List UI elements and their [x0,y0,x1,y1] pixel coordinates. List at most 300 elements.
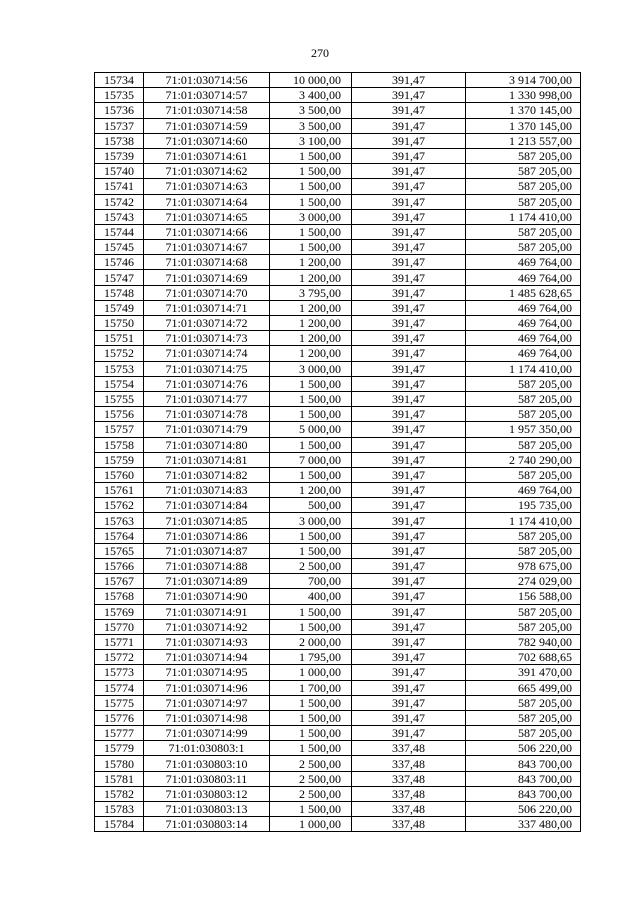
cost-cell: 782 940,00 [466,634,581,649]
row-number-cell: 15736 [95,103,144,118]
table-row [95,574,581,589]
row-number-cell: 15774 [95,680,144,695]
rate-cell: 391,47 [352,285,466,300]
rate-cell: 391,47 [352,726,466,741]
rate-cell: 391,47 [352,133,466,148]
rate-cell: 391,47 [352,209,466,224]
rate-cell: 391,47 [352,604,466,619]
table-row [95,300,581,315]
rate-cell: 391,47 [352,589,466,604]
cadastral-number-cell: 71:01:030714:79 [144,422,270,437]
row-number-cell: 15781 [95,771,144,786]
area-cell: 7 000,00 [270,452,352,467]
table-row [95,118,581,133]
cost-cell: 1 330 998,00 [466,88,581,103]
table-row [95,665,581,680]
row-number-cell: 15748 [95,285,144,300]
cost-cell: 195 735,00 [466,498,581,513]
area-cell: 1 700,00 [270,680,352,695]
rate-cell: 337,48 [352,802,466,817]
area-cell: 1 500,00 [270,407,352,422]
table-row [95,604,581,619]
cadastral-number-cell: 71:01:030714:67 [144,240,270,255]
cadastral-number-cell: 71:01:030714:73 [144,331,270,346]
cost-cell: 587 205,00 [466,148,581,163]
cost-cell: 587 205,00 [466,407,581,422]
table-row [95,240,581,255]
cadastral-number-cell: 71:01:030714:70 [144,285,270,300]
row-number-cell: 15768 [95,589,144,604]
cost-cell: 469 764,00 [466,483,581,498]
area-cell: 2 500,00 [270,756,352,771]
cadastral-number-cell: 71:01:030714:95 [144,665,270,680]
cost-cell: 978 675,00 [466,559,581,574]
area-cell: 1 500,00 [270,726,352,741]
table-row [95,756,581,771]
rate-cell: 391,47 [352,619,466,634]
row-number-cell: 15772 [95,650,144,665]
table-row [95,559,581,574]
cadastral-number-cell: 71:01:030714:88 [144,559,270,574]
rate-cell: 391,47 [352,164,466,179]
cadastral-number-cell: 71:01:030803:14 [144,817,270,832]
area-cell: 1 500,00 [270,164,352,179]
area-cell: 1 200,00 [270,255,352,270]
rate-cell: 391,47 [352,574,466,589]
row-number-cell: 15760 [95,467,144,482]
cadastral-number-cell: 71:01:030714:59 [144,118,270,133]
table-row [95,619,581,634]
rate-cell: 391,47 [352,179,466,194]
row-number-cell: 15738 [95,133,144,148]
cost-cell: 587 205,00 [466,695,581,710]
cadastral-number-cell: 71:01:030803:11 [144,771,270,786]
rate-cell: 391,47 [352,650,466,665]
cost-cell: 587 205,00 [466,391,581,406]
rate-cell: 391,47 [352,513,466,528]
row-number-cell: 15740 [95,164,144,179]
area-cell: 1 500,00 [270,224,352,239]
cost-cell: 843 700,00 [466,786,581,801]
table-row [95,528,581,543]
cost-cell: 1 370 145,00 [466,118,581,133]
rate-cell: 391,47 [352,391,466,406]
rate-cell: 391,47 [352,240,466,255]
row-number-cell: 15755 [95,391,144,406]
area-cell: 1 500,00 [270,240,352,255]
row-number-cell: 15741 [95,179,144,194]
table-row [95,710,581,725]
cost-cell: 469 764,00 [466,270,581,285]
table-row [95,650,581,665]
area-cell: 1 500,00 [270,391,352,406]
cost-cell: 587 205,00 [466,528,581,543]
area-cell: 3 500,00 [270,118,352,133]
cost-cell: 587 205,00 [466,437,581,452]
rate-cell: 391,47 [352,148,466,163]
row-number-cell: 15780 [95,756,144,771]
row-number-cell: 15761 [95,483,144,498]
area-cell: 1 500,00 [270,619,352,634]
table-row [95,422,581,437]
cost-cell: 843 700,00 [466,756,581,771]
cadastral-number-cell: 71:01:030714:99 [144,726,270,741]
area-cell: 1 500,00 [270,437,352,452]
table-row [95,680,581,695]
table-row [95,346,581,361]
cadastral-number-cell: 71:01:030714:69 [144,270,270,285]
cost-cell: 274 029,00 [466,574,581,589]
area-cell: 3 000,00 [270,513,352,528]
cost-cell: 469 764,00 [466,300,581,315]
cost-cell: 156 588,00 [466,589,581,604]
row-number-cell: 15771 [95,634,144,649]
rate-cell: 391,47 [352,483,466,498]
cadastral-number-cell: 71:01:030714:68 [144,255,270,270]
cost-cell: 1 370 145,00 [466,103,581,118]
area-cell: 3 100,00 [270,133,352,148]
table-row [95,741,581,756]
table-row [95,331,581,346]
cost-cell: 587 205,00 [466,194,581,209]
cadastral-number-cell: 71:01:030714:71 [144,300,270,315]
cadastral-number-cell: 71:01:030714:61 [144,148,270,163]
table-row [95,194,581,209]
cadastral-number-cell: 71:01:030714:93 [144,634,270,649]
rate-cell: 337,48 [352,741,466,756]
area-cell: 3 500,00 [270,103,352,118]
table-row [95,786,581,801]
row-number-cell: 15744 [95,224,144,239]
table-row [95,270,581,285]
cadastral-number-cell: 71:01:030714:63 [144,179,270,194]
cadastral-number-cell: 71:01:030714:58 [144,103,270,118]
cost-cell: 587 205,00 [466,240,581,255]
rate-cell: 391,47 [352,331,466,346]
cadastral-number-cell: 71:01:030714:60 [144,133,270,148]
table-row [95,802,581,817]
row-number-cell: 15735 [95,88,144,103]
table-row [95,73,581,88]
rate-cell: 391,47 [352,118,466,133]
table-row [95,695,581,710]
row-number-cell: 15753 [95,361,144,376]
cadastral-number-cell: 71:01:030803:1 [144,741,270,756]
cadastral-number-cell: 71:01:030714:87 [144,543,270,558]
row-number-cell: 15776 [95,710,144,725]
table-row [95,467,581,482]
rate-cell: 391,47 [352,437,466,452]
area-cell: 1 500,00 [270,802,352,817]
table-row [95,285,581,300]
table-row [95,164,581,179]
rate-cell: 391,47 [352,559,466,574]
table-row [95,209,581,224]
cost-cell: 587 205,00 [466,179,581,194]
area-cell: 1 500,00 [270,194,352,209]
rate-cell: 391,47 [352,361,466,376]
row-number-cell: 15777 [95,726,144,741]
cadastral-number-cell: 71:01:030714:90 [144,589,270,604]
row-number-cell: 15775 [95,695,144,710]
rate-cell: 391,47 [352,680,466,695]
row-number-cell: 15757 [95,422,144,437]
area-cell: 1 000,00 [270,817,352,832]
row-number-cell: 15767 [95,574,144,589]
row-number-cell: 15745 [95,240,144,255]
table-row [95,543,581,558]
cost-cell: 469 764,00 [466,316,581,331]
cost-cell: 665 499,00 [466,680,581,695]
cost-cell: 587 205,00 [466,467,581,482]
cost-cell: 469 764,00 [466,331,581,346]
rate-cell: 391,47 [352,194,466,209]
area-cell: 1 500,00 [270,710,352,725]
row-number-cell: 15747 [95,270,144,285]
area-cell: 1 200,00 [270,331,352,346]
cost-cell: 702 688,65 [466,650,581,665]
area-cell: 1 200,00 [270,316,352,331]
cadastral-number-cell: 71:01:030714:65 [144,209,270,224]
area-cell: 2 500,00 [270,559,352,574]
area-cell: 5 000,00 [270,422,352,437]
cadastral-number-cell: 71:01:030714:84 [144,498,270,513]
cadastral-number-cell: 71:01:030714:77 [144,391,270,406]
area-cell: 1 500,00 [270,148,352,163]
cadastral-number-cell: 71:01:030714:64 [144,194,270,209]
row-number-cell: 15766 [95,559,144,574]
table-row [95,148,581,163]
row-number-cell: 15756 [95,407,144,422]
cadastral-number-cell: 71:01:030714:94 [144,650,270,665]
cadastral-number-cell: 71:01:030714:76 [144,376,270,391]
row-number-cell: 15750 [95,316,144,331]
table-row [95,88,581,103]
area-cell: 700,00 [270,574,352,589]
rate-cell: 337,48 [352,771,466,786]
rate-cell: 391,47 [352,300,466,315]
cadastral-number-cell: 71:01:030714:72 [144,316,270,331]
cadastral-number-cell: 71:01:030714:83 [144,483,270,498]
cost-cell: 506 220,00 [466,741,581,756]
area-cell: 1 000,00 [270,665,352,680]
table-row [95,817,581,832]
area-cell: 3 000,00 [270,209,352,224]
table-row [95,513,581,528]
area-cell: 1 200,00 [270,483,352,498]
table-body [95,73,581,832]
rate-cell: 391,47 [352,498,466,513]
row-number-cell: 15742 [95,194,144,209]
row-number-cell: 15734 [95,73,144,88]
area-cell: 1 200,00 [270,346,352,361]
cadastral-number-cell: 71:01:030803:10 [144,756,270,771]
cadastral-number-cell: 71:01:030714:62 [144,164,270,179]
table-row [95,316,581,331]
area-cell: 400,00 [270,589,352,604]
row-number-cell: 15773 [95,665,144,680]
row-number-cell: 15751 [95,331,144,346]
area-cell: 1 500,00 [270,528,352,543]
row-number-cell: 15749 [95,300,144,315]
rate-cell: 391,47 [352,270,466,285]
table-row [95,224,581,239]
cost-cell: 587 205,00 [466,164,581,179]
area-cell: 3 400,00 [270,88,352,103]
area-cell: 1 500,00 [270,695,352,710]
row-number-cell: 15746 [95,255,144,270]
row-number-cell: 15762 [95,498,144,513]
rate-cell: 391,47 [352,103,466,118]
rate-cell: 391,47 [352,73,466,88]
cost-cell: 587 205,00 [466,726,581,741]
area-cell: 1 500,00 [270,543,352,558]
cost-cell: 587 205,00 [466,376,581,391]
cost-cell: 587 205,00 [466,619,581,634]
table-row [95,391,581,406]
cadastral-number-cell: 71:01:030714:96 [144,680,270,695]
area-cell: 2 000,00 [270,634,352,649]
table-row [95,771,581,786]
rate-cell: 391,47 [352,376,466,391]
cost-cell: 587 205,00 [466,710,581,725]
row-number-cell: 15737 [95,118,144,133]
table-row [95,376,581,391]
cost-cell: 587 205,00 [466,224,581,239]
cost-cell: 1 174 410,00 [466,209,581,224]
row-number-cell: 15765 [95,543,144,558]
rate-cell: 391,47 [352,634,466,649]
table-row [95,634,581,649]
rate-cell: 337,48 [352,756,466,771]
cadastral-number-cell: 71:01:030714:56 [144,73,270,88]
cost-cell: 1 213 557,00 [466,133,581,148]
cadastral-number-cell: 71:01:030714:78 [144,407,270,422]
table-row [95,361,581,376]
area-cell: 500,00 [270,498,352,513]
cadastral-number-cell: 71:01:030714:98 [144,710,270,725]
area-cell: 3 000,00 [270,361,352,376]
cadastral-number-cell: 71:01:030803:13 [144,802,270,817]
cadastral-number-cell: 71:01:030714:74 [144,346,270,361]
row-number-cell: 15783 [95,802,144,817]
table-row [95,483,581,498]
area-cell: 1 500,00 [270,741,352,756]
rate-cell: 391,47 [352,88,466,103]
cadastral-number-cell: 71:01:030714:92 [144,619,270,634]
cost-cell: 469 764,00 [466,255,581,270]
area-cell: 1 500,00 [270,179,352,194]
area-cell: 2 500,00 [270,771,352,786]
row-number-cell: 15779 [95,741,144,756]
rate-cell: 391,47 [352,346,466,361]
table-row [95,498,581,513]
cadastral-number-cell: 71:01:030714:80 [144,437,270,452]
area-cell: 3 795,00 [270,285,352,300]
area-cell: 1 200,00 [270,270,352,285]
cost-cell: 506 220,00 [466,802,581,817]
area-cell: 1 200,00 [270,300,352,315]
area-cell: 10 000,00 [270,73,352,88]
row-number-cell: 15758 [95,437,144,452]
row-number-cell: 15770 [95,619,144,634]
row-number-cell: 15754 [95,376,144,391]
rate-cell: 337,48 [352,786,466,801]
cadastral-number-cell: 71:01:030714:66 [144,224,270,239]
row-number-cell: 15752 [95,346,144,361]
cadastral-number-cell: 71:01:030714:91 [144,604,270,619]
cadastral-number-cell: 71:01:030714:75 [144,361,270,376]
cost-cell: 1 174 410,00 [466,361,581,376]
table-row [95,179,581,194]
cost-cell: 1 174 410,00 [466,513,581,528]
table-row [95,407,581,422]
row-number-cell: 15759 [95,452,144,467]
row-number-cell: 15764 [95,528,144,543]
page-number: 270 [311,46,329,60]
area-cell: 2 500,00 [270,786,352,801]
rate-cell: 391,47 [352,255,466,270]
land-plots-table [94,72,581,832]
rate-cell: 391,47 [352,710,466,725]
cadastral-number-cell: 71:01:030714:85 [144,513,270,528]
table-row [95,452,581,467]
area-cell: 1 500,00 [270,376,352,391]
row-number-cell: 15769 [95,604,144,619]
cadastral-number-cell: 71:01:030714:57 [144,88,270,103]
row-number-cell: 15743 [95,209,144,224]
cadastral-number-cell: 71:01:030714:86 [144,528,270,543]
cadastral-number-cell: 71:01:030714:82 [144,467,270,482]
cadastral-number-cell: 71:01:030714:97 [144,695,270,710]
rate-cell: 391,47 [352,665,466,680]
cost-cell: 587 205,00 [466,604,581,619]
area-cell: 1 500,00 [270,467,352,482]
row-number-cell: 15739 [95,148,144,163]
rate-cell: 391,47 [352,407,466,422]
area-cell: 1 795,00 [270,650,352,665]
cadastral-number-cell: 71:01:030714:81 [144,452,270,467]
table-row [95,103,581,118]
cost-cell: 2 740 290,00 [466,452,581,467]
table-row [95,437,581,452]
rate-cell: 337,48 [352,817,466,832]
area-cell: 1 500,00 [270,604,352,619]
cost-cell: 3 914 700,00 [466,73,581,88]
table-row [95,726,581,741]
cost-cell: 1 957 350,00 [466,422,581,437]
cadastral-number-cell: 71:01:030803:12 [144,786,270,801]
table-row [95,589,581,604]
table-row [95,255,581,270]
table-row [95,133,581,148]
row-number-cell: 15784 [95,817,144,832]
cost-cell: 337 480,00 [466,817,581,832]
row-number-cell: 15782 [95,786,144,801]
cost-cell: 587 205,00 [466,543,581,558]
rate-cell: 391,47 [352,316,466,331]
rate-cell: 391,47 [352,528,466,543]
cost-cell: 469 764,00 [466,346,581,361]
cost-cell: 1 485 628,65 [466,285,581,300]
rate-cell: 391,47 [352,543,466,558]
rate-cell: 391,47 [352,695,466,710]
rate-cell: 391,47 [352,422,466,437]
rate-cell: 391,47 [352,224,466,239]
row-number-cell: 15763 [95,513,144,528]
cost-cell: 843 700,00 [466,771,581,786]
rate-cell: 391,47 [352,467,466,482]
